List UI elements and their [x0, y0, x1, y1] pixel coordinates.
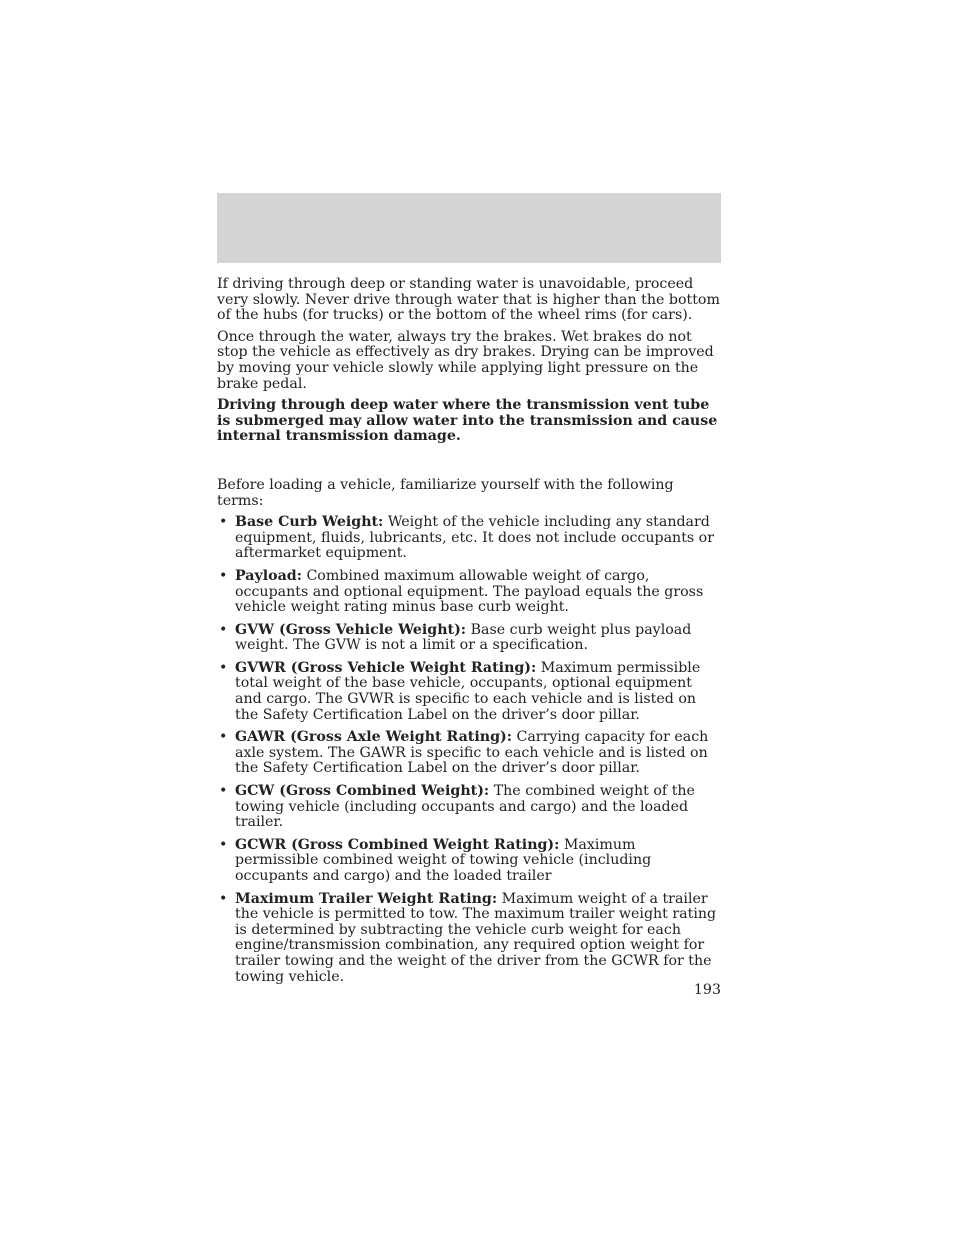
term-definition: Base curb weight plus payload weight. The GVW is not a limit or a specification. — [235, 621, 692, 654]
list-item — [217, 892, 721, 986]
bullet-icon: • — [219, 890, 228, 907]
bullet-icon: • — [219, 783, 228, 800]
term-label: GVWR (Gross Vehicle Weight Rating): — [235, 659, 537, 676]
paragraph-wet-brakes: Once through the water, always try the brakes. Wet brakes do not stop the vehicle as effectively as dry brakes. Drying can be improved by moving your vehicle slowly while applying light pressure on the brake pedal. — [217, 328, 714, 392]
list-item — [217, 838, 721, 885]
list-item — [217, 515, 721, 562]
term-label: Maximum Trailer Weight Rating: — [235, 890, 498, 907]
term-definition: Maximum permissible combined weight of towing vehicle (including occupants and cargo) and the loaded trailer — [235, 836, 652, 884]
weight-terms-list — [217, 515, 721, 985]
term-label: GCW (Gross Combined Weight): — [235, 783, 490, 800]
list-item — [217, 623, 721, 654]
list-item — [217, 730, 721, 777]
term-definition: Maximum weight of a trailer the vehicle is permitted to tow. The maximum trailer weight rating is determined by subtracting the vehicle curb weight for each engine/transmission combination, any required option weight for trailer towing and the weight of the driver from the GCWR for the towing vehicle. — [235, 890, 717, 985]
bullet-icon: • — [219, 514, 228, 531]
term-definition: Maximum permissible total weight of the base vehicle, occupants, optional equipment and cargo. The GVWR is specific to each vehicle and is listed on the Safety Certification Label on the driver’s door pillar. — [235, 659, 701, 723]
term-definition: Combined maximum allowable weight of cargo, occupants and optional equipment. The payload equals the gross vehicle weight rating minus base curb weight. — [235, 567, 704, 616]
bullet-icon: • — [219, 836, 228, 853]
term-label: Payload: — [235, 567, 302, 584]
list-item — [217, 569, 721, 616]
page-content — [217, 277, 721, 992]
section-header-band — [217, 193, 721, 263]
bullet-icon: • — [219, 621, 228, 638]
list-item — [217, 784, 721, 831]
term-label: GAWR (Gross Axle Weight Rating): — [235, 729, 512, 746]
term-label: Base Curb Weight: — [235, 514, 384, 531]
list-item — [217, 661, 721, 723]
loading-intro: Before loading a vehicle, familiarize yourself with the following terms: — [217, 476, 674, 509]
page-number: 193 — [693, 982, 721, 998]
term-label: GCWR (Gross Combined Weight Rating): — [235, 836, 560, 853]
bullet-icon: • — [219, 567, 228, 584]
term-definition: The combined weight of the towing vehicle (including occupants and cargo) and the loaded trailer. — [235, 783, 695, 831]
term-definition: Weight of the vehicle including any standard equipment, fluids, lubricants, etc. It does not include occupants or aftermarket equipment. — [235, 514, 715, 562]
transmission-warning: Driving through deep water where the transmission vent tube is submerged may allow water into the transmission and cause internal transmission damage. — [217, 397, 718, 445]
term-definition: Carrying capacity for each axle system. The GAWR is specific to each vehicle and is listed on the Safety Certification Label on the driver’s door pillar. — [235, 729, 709, 777]
paragraph-deep-water: If driving through deep or standing water is unavoidable, proceed very slowly. Never drive through water that is higher than the bottom of the hubs (for trucks) or the bottom of the wheel rims (for cars). — [217, 276, 720, 324]
bullet-icon: • — [219, 729, 228, 746]
term-label: GVW (Gross Vehicle Weight): — [235, 621, 467, 638]
bullet-icon: • — [219, 659, 228, 676]
